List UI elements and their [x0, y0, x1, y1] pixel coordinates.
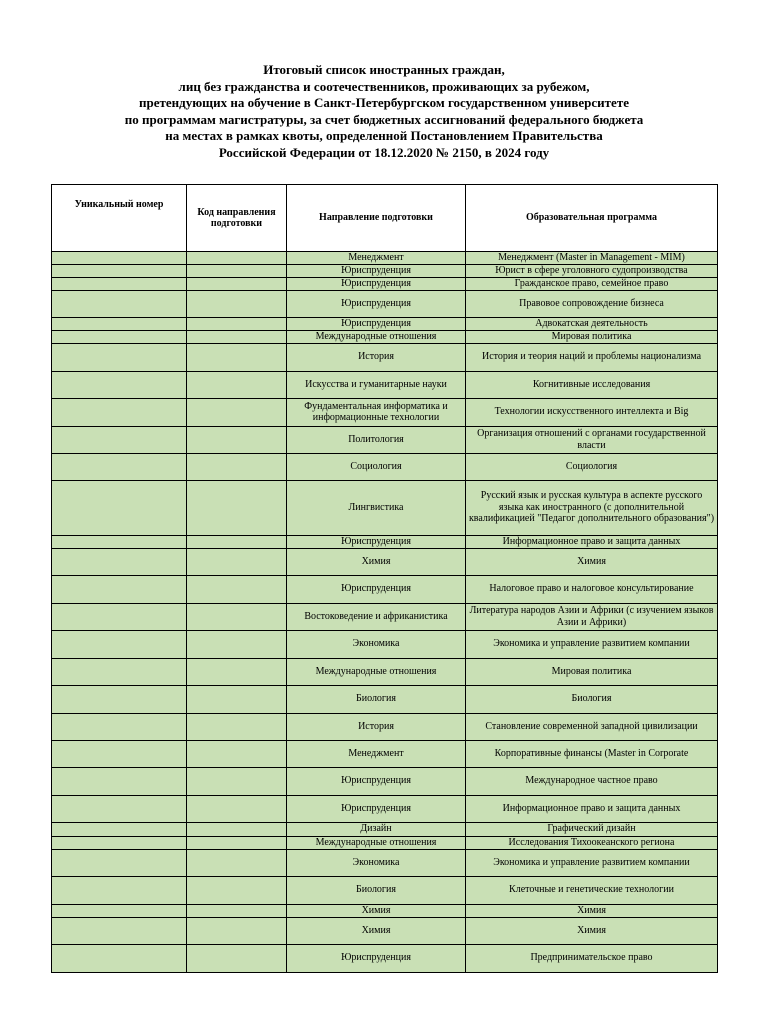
direction-cell: Международные отношения [287, 330, 466, 343]
table-row [52, 713, 718, 740]
direction-code-cell [187, 371, 287, 398]
program-cell: Международное частное право [466, 767, 718, 795]
direction-code-cell [187, 480, 287, 535]
document-title [0, 62, 768, 161]
program-cell: Налоговое право и налоговое консультирование [466, 575, 718, 603]
title-line: лиц без гражданства и соотечественников, проживающих за рубежом, [178, 78, 590, 94]
table-body [52, 252, 718, 973]
direction-cell: Искусства и гуманитарные науки [287, 371, 466, 398]
program-cell: Мировая политика [466, 330, 718, 343]
program-cell: Юрист в сфере уголовного судопроизводства [466, 264, 718, 277]
unique-number-cell [52, 317, 187, 330]
direction-code-cell [187, 398, 287, 426]
table-row [52, 398, 718, 426]
table-row [52, 343, 718, 371]
unique-number-cell [52, 917, 187, 944]
table-row [52, 603, 718, 630]
unique-number-cell [52, 767, 187, 795]
direction-code-cell [187, 264, 287, 277]
unique-number-cell [52, 290, 187, 317]
direction-cell: Юриспруденция [287, 575, 466, 603]
unique-number-cell [52, 740, 187, 767]
program-cell: Клеточные и генетические технологии [466, 876, 718, 904]
program-cell: Русский язык и русская культура в аспекте русского языка как иностранного (с дополнительной квалификацией "Педагог дополнительного образования") [466, 480, 718, 535]
header-direction: Направление подготовки [287, 185, 466, 252]
unique-number-cell [52, 685, 187, 713]
direction-code-cell [187, 917, 287, 944]
table-row [52, 480, 718, 535]
program-cell: Информационное право и защита данных [466, 795, 718, 822]
table-row [52, 371, 718, 398]
table-row [52, 264, 718, 277]
table-header [52, 185, 718, 252]
program-cell: Графический дизайн [466, 822, 718, 836]
direction-cell: Юриспруденция [287, 264, 466, 277]
direction-cell: Юриспруденция [287, 795, 466, 822]
direction-code-cell [187, 740, 287, 767]
direction-code-cell [187, 630, 287, 658]
unique-number-cell [52, 453, 187, 480]
unique-number-cell [52, 795, 187, 822]
title-line: Российской Федерации от 18.12.2020 № 2150, в 2024 году [218, 144, 550, 160]
direction-code-cell [187, 453, 287, 480]
title-line: Итоговый список иностранных граждан, [263, 62, 505, 77]
program-cell: Когнитивные исследования [466, 371, 718, 398]
table-row [52, 252, 718, 265]
table-row [52, 904, 718, 917]
direction-cell: Химия [287, 904, 466, 917]
direction-cell: Юриспруденция [287, 535, 466, 548]
direction-cell: Лингвистика [287, 480, 466, 535]
direction-cell: Политология [287, 426, 466, 453]
table-row [52, 453, 718, 480]
table-row [52, 795, 718, 822]
unique-number-cell [52, 822, 187, 836]
program-cell: Правовое сопровождение бизнеса [466, 290, 718, 317]
unique-number-cell [52, 426, 187, 453]
program-cell: Информационное право и защита данных [466, 535, 718, 548]
program-cell: Экономика и управление развитием компании [466, 630, 718, 658]
direction-code-cell [187, 603, 287, 630]
direction-cell: Химия [287, 548, 466, 575]
direction-cell: Юриспруденция [287, 290, 466, 317]
direction-cell: Экономика [287, 849, 466, 876]
direction-cell: Международные отношения [287, 836, 466, 849]
unique-number-cell [52, 480, 187, 535]
header-direction-code: Код направления подготовки [187, 185, 287, 252]
program-cell: Социология [466, 453, 718, 480]
program-cell: Становление современной западной цивилизации [466, 713, 718, 740]
applicants-table [51, 184, 718, 973]
program-cell: Организация отношений с органами государственной власти [466, 426, 718, 453]
unique-number-cell [52, 575, 187, 603]
direction-code-cell [187, 575, 287, 603]
program-cell: Технологии искусственного интеллекта и Big [466, 398, 718, 426]
table-row [52, 548, 718, 575]
program-cell: Химия [466, 917, 718, 944]
direction-cell: Востоковедение и африканистика [287, 603, 466, 630]
unique-number-cell [52, 398, 187, 426]
direction-cell: Юриспруденция [287, 944, 466, 972]
table-row [52, 836, 718, 849]
unique-number-cell [52, 904, 187, 917]
direction-cell: Химия [287, 917, 466, 944]
table-row [52, 630, 718, 658]
direction-code-cell [187, 944, 287, 972]
unique-number-cell [52, 264, 187, 277]
table-row [52, 426, 718, 453]
unique-number-cell [52, 876, 187, 904]
direction-code-cell [187, 713, 287, 740]
table-row [52, 944, 718, 972]
table-row [52, 290, 718, 317]
unique-number-cell [52, 277, 187, 290]
unique-number-cell [52, 658, 187, 685]
direction-code-cell [187, 685, 287, 713]
direction-code-cell [187, 252, 287, 265]
direction-cell: Менеджмент [287, 740, 466, 767]
program-cell: Менеджмент (Master in Management - MIM) [466, 252, 718, 265]
direction-code-cell [187, 904, 287, 917]
table-row [52, 740, 718, 767]
unique-number-cell [52, 849, 187, 876]
direction-cell: Менеджмент [287, 252, 466, 265]
unique-number-cell [52, 330, 187, 343]
table-row [52, 575, 718, 603]
direction-cell: Биология [287, 876, 466, 904]
direction-cell: Экономика [287, 630, 466, 658]
unique-number-cell [52, 836, 187, 849]
direction-code-cell [187, 330, 287, 343]
unique-number-cell [52, 713, 187, 740]
direction-cell: Юриспруденция [287, 767, 466, 795]
header-row [52, 185, 718, 252]
direction-cell: Биология [287, 685, 466, 713]
title-line: претендующих на обучение в Санкт-Петербургском государственном университете [139, 95, 629, 110]
program-cell: Корпоративные финансы (Master in Corporate [466, 740, 718, 767]
table-row [52, 317, 718, 330]
title-line: на местах в рамках квоты, определенной Постановлением Правительства [165, 128, 603, 143]
program-cell: Химия [466, 904, 718, 917]
table-row [52, 658, 718, 685]
direction-code-cell [187, 822, 287, 836]
direction-cell: Фундаментальная информатика и информационные технологии [287, 398, 466, 426]
direction-cell: История [287, 343, 466, 371]
direction-code-cell [187, 876, 287, 904]
table-row [52, 767, 718, 795]
table-row [52, 277, 718, 290]
direction-cell: Социология [287, 453, 466, 480]
unique-number-cell [52, 535, 187, 548]
unique-number-cell [52, 252, 187, 265]
direction-cell: История [287, 713, 466, 740]
direction-code-cell [187, 290, 287, 317]
direction-cell: Юриспруденция [287, 317, 466, 330]
title-line: по программам магистратуры, за счет бюджетных ассигнований федерального бюджета [124, 111, 644, 127]
direction-code-cell [187, 548, 287, 575]
header-program: Образовательная программа [466, 185, 718, 252]
direction-code-cell [187, 849, 287, 876]
table-row [52, 849, 718, 876]
program-cell: Литература народов Азии и Африки (с изучением языков Азии и Африки) [466, 603, 718, 630]
unique-number-cell [52, 630, 187, 658]
table-row [52, 535, 718, 548]
table-row [52, 822, 718, 836]
program-cell: Химия [466, 548, 718, 575]
direction-code-cell [187, 836, 287, 849]
direction-code-cell [187, 317, 287, 330]
program-cell: История и теория наций и проблемы национализма [466, 343, 718, 371]
direction-code-cell [187, 535, 287, 548]
direction-code-cell [187, 658, 287, 685]
header-unique-number: Уникальный номер [52, 185, 187, 252]
program-cell: Исследования Тихоокеанского региона [466, 836, 718, 849]
program-cell: Адвокатская деятельность [466, 317, 718, 330]
table-row [52, 330, 718, 343]
table-row [52, 685, 718, 713]
unique-number-cell [52, 603, 187, 630]
direction-code-cell [187, 343, 287, 371]
table-row [52, 876, 718, 904]
direction-cell: Международные отношения [287, 658, 466, 685]
program-cell: Экономика и управление развитием компании [466, 849, 718, 876]
unique-number-cell [52, 944, 187, 972]
direction-cell: Дизайн [287, 822, 466, 836]
program-cell: Гражданское право, семейное право [466, 277, 718, 290]
direction-code-cell [187, 795, 287, 822]
unique-number-cell [52, 343, 187, 371]
unique-number-cell [52, 548, 187, 575]
direction-code-cell [187, 277, 287, 290]
unique-number-cell [52, 371, 187, 398]
table-row [52, 917, 718, 944]
program-cell: Биология [466, 685, 718, 713]
program-cell: Мировая политика [466, 658, 718, 685]
program-cell: Предпринимательское право [466, 944, 718, 972]
direction-cell: Юриспруденция [287, 277, 466, 290]
direction-code-cell [187, 426, 287, 453]
direction-code-cell [187, 767, 287, 795]
